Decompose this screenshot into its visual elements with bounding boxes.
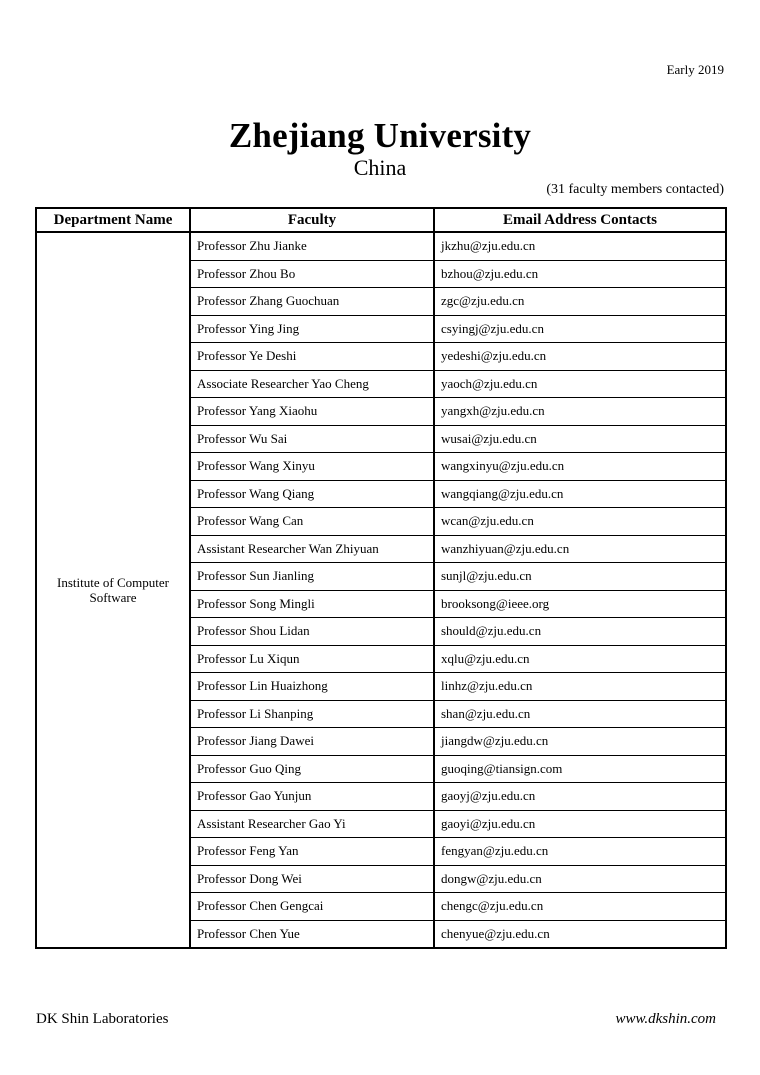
faculty-cell: Associate Researcher Yao Cheng (190, 370, 434, 398)
table-row (36, 232, 726, 260)
email-cell: fengyan@zju.edu.cn (434, 838, 726, 866)
email-cell: csyingj@zju.edu.cn (434, 315, 726, 343)
email-cell: linhz@zju.edu.cn (434, 673, 726, 701)
page-title: Zhejiang University (228, 116, 532, 155)
email-cell: bzhou@zju.edu.cn (434, 260, 726, 288)
faculty-cell: Professor Shou Lidan (190, 618, 434, 646)
email-cell: jkzhu@zju.edu.cn (434, 232, 726, 260)
faculty-cell: Professor Wang Qiang (190, 480, 434, 508)
faculty-cell: Professor Lin Huaizhong (190, 673, 434, 701)
column-header-department: Department Name (36, 208, 190, 232)
faculty-cell: Assistant Researcher Wan Zhiyuan (190, 535, 434, 563)
email-cell: yedeshi@zju.edu.cn (434, 343, 726, 371)
faculty-cell: Professor Gao Yunjun (190, 783, 434, 811)
email-cell: wanzhiyuan@zju.edu.cn (434, 535, 726, 563)
faculty-cell: Professor Chen Gengcai (190, 893, 434, 921)
column-header-email: Email Address Contacts (434, 208, 726, 232)
email-cell: zgc@zju.edu.cn (434, 288, 726, 316)
faculty-table (35, 207, 727, 949)
faculty-cell: Professor Feng Yan (190, 838, 434, 866)
table-header-row (36, 208, 726, 232)
email-cell: should@zju.edu.cn (434, 618, 726, 646)
email-cell: shan@zju.edu.cn (434, 700, 726, 728)
email-cell: wangqiang@zju.edu.cn (434, 480, 726, 508)
email-cell: chenyue@zju.edu.cn (434, 920, 726, 948)
table-body (36, 232, 726, 948)
email-cell: gaoyj@zju.edu.cn (434, 783, 726, 811)
email-cell: chengc@zju.edu.cn (434, 893, 726, 921)
email-cell: guoqing@tiansign.com (434, 755, 726, 783)
email-cell: wusai@zju.edu.cn (434, 425, 726, 453)
email-cell: wcan@zju.edu.cn (434, 508, 726, 536)
contacted-count: (31 faculty members contacted) (546, 182, 724, 197)
column-header-faculty: Faculty (190, 208, 434, 232)
footer-website: www.dkshin.com (615, 1011, 716, 1027)
faculty-cell: Professor Song Mingli (190, 590, 434, 618)
faculty-cell: Professor Yang Xiaohu (190, 398, 434, 426)
email-cell: xqlu@zju.edu.cn (434, 645, 726, 673)
faculty-cell: Professor Sun Jianling (190, 563, 434, 591)
faculty-cell: Professor Wang Can (190, 508, 434, 536)
document-date: Early 2019 (666, 62, 724, 77)
faculty-cell: Professor Wu Sai (190, 425, 434, 453)
faculty-cell: Professor Zhu Jianke (190, 232, 434, 260)
faculty-cell: Professor Dong Wei (190, 865, 434, 893)
email-cell: wangxinyu@zju.edu.cn (434, 453, 726, 481)
faculty-cell: Professor Ying Jing (190, 315, 434, 343)
email-cell: brooksong@ieee.org (434, 590, 726, 618)
department-cell: Institute of Computer Software (36, 232, 190, 948)
faculty-cell: Professor Lu Xiqun (190, 645, 434, 673)
email-cell: jiangdw@zju.edu.cn (434, 728, 726, 756)
faculty-cell: Professor Guo Qing (190, 755, 434, 783)
faculty-cell: Professor Wang Xinyu (190, 453, 434, 481)
faculty-cell: Assistant Researcher Gao Yi (190, 810, 434, 838)
email-cell: gaoyi@zju.edu.cn (434, 810, 726, 838)
email-cell: yaoch@zju.edu.cn (434, 370, 726, 398)
faculty-cell: Professor Li Shanping (190, 700, 434, 728)
email-cell: sunjl@zju.edu.cn (434, 563, 726, 591)
faculty-cell: Professor Chen Yue (190, 920, 434, 948)
footer-organization: DK Shin Laboratories (36, 1011, 169, 1027)
email-cell: dongw@zju.edu.cn (434, 865, 726, 893)
faculty-cell: Professor Zhang Guochuan (190, 288, 434, 316)
faculty-cell: Professor Jiang Dawei (190, 728, 434, 756)
faculty-cell: Professor Ye Deshi (190, 343, 434, 371)
email-cell: yangxh@zju.edu.cn (434, 398, 726, 426)
page-subtitle: China (353, 155, 407, 180)
faculty-cell: Professor Zhou Bo (190, 260, 434, 288)
